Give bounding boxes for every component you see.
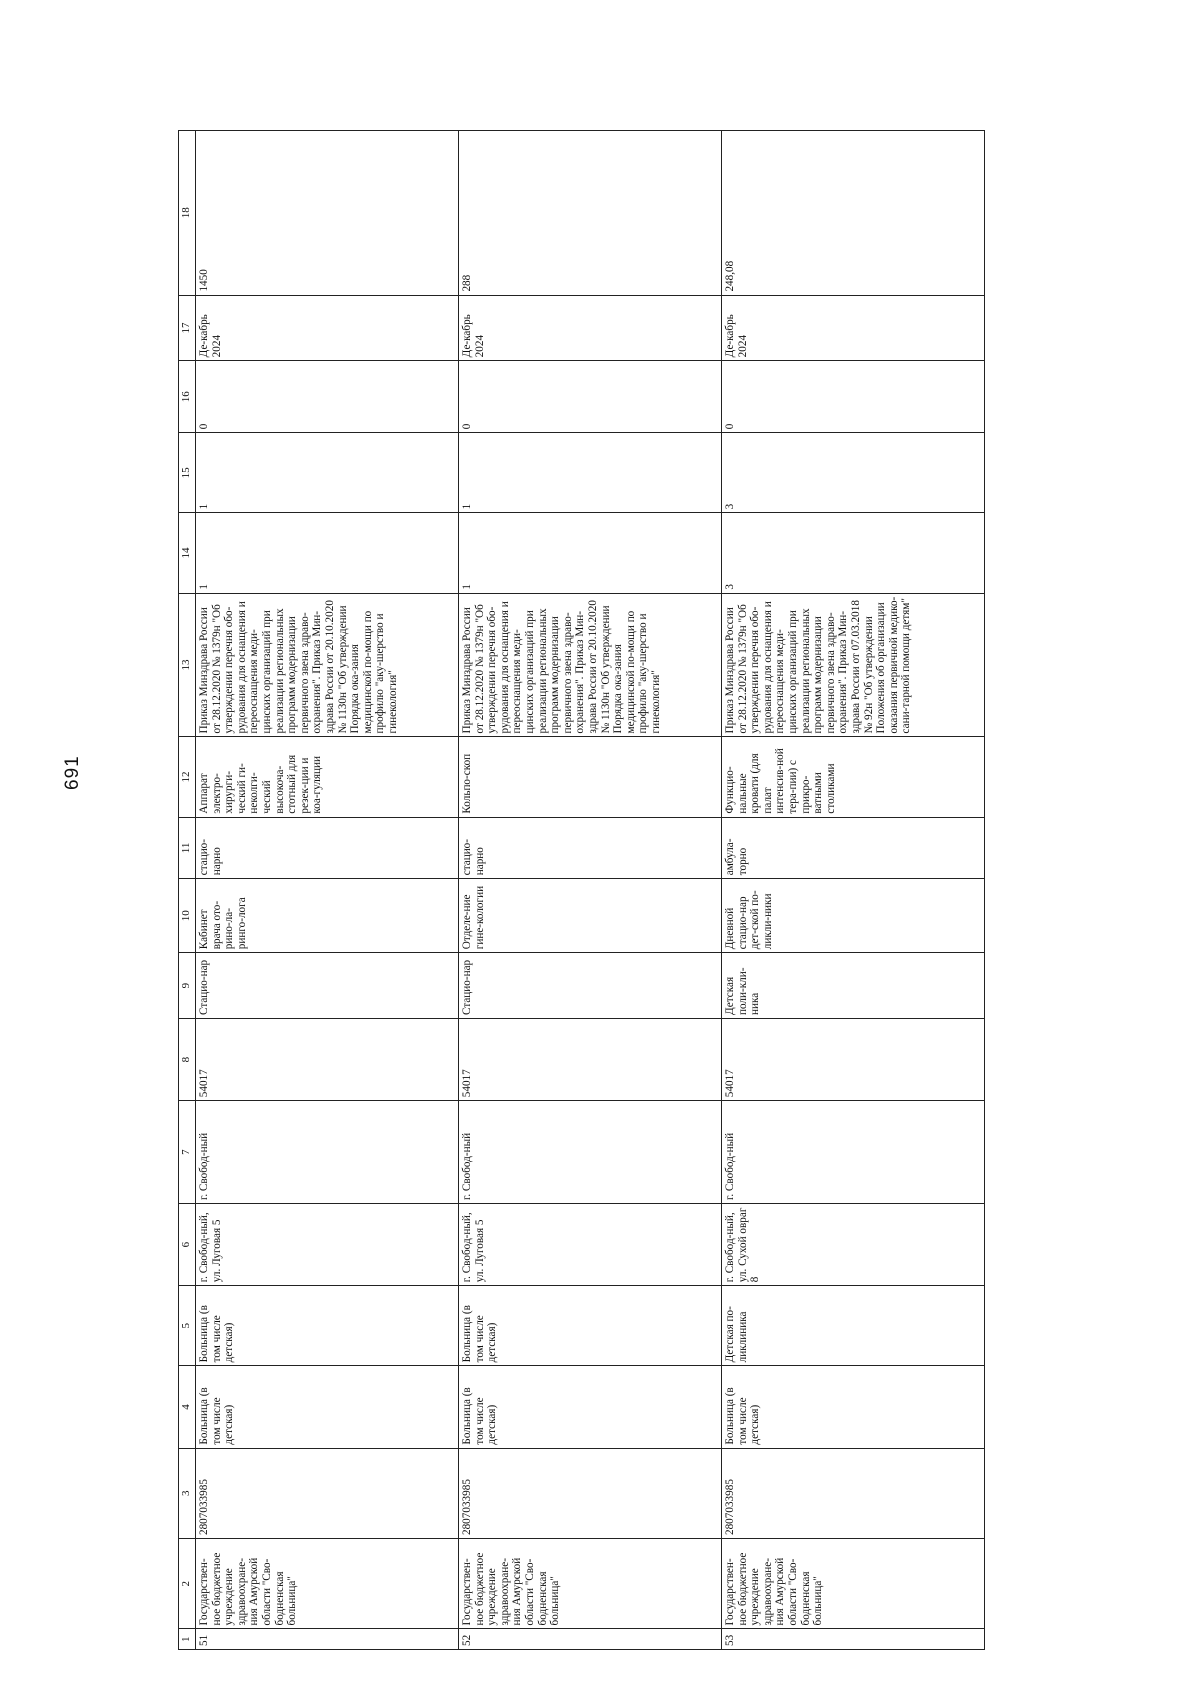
- organization-name: Государствен-ное бюджетное учреждение здравоохране-ния Амурской области "Сво-бодненская больница": [459, 1539, 722, 1629]
- inn: 2807033985: [196, 1448, 459, 1538]
- legal-basis: Приказ Минздрава России от 28.12.2020 № 1379н "Об утверждении перечня обо-рудования для оснащения и переоснащения меди-цинских организаций при реализации региональных программ модернизации первичного звена здраво-охранения". Приказ Мин-здрава России от 20.10.2020 № 1130н "Об утверждении Порядка ока-зания медицинской по-мощи по профилю "аку-шерство и гинекология": [196, 593, 459, 737]
- quantity-planned: 3: [722, 433, 985, 513]
- col-header: 12: [179, 737, 196, 817]
- col-header: 8: [179, 1019, 196, 1101]
- department: Отделе-ние гине-кологии: [459, 879, 722, 953]
- equipment-name: Кольпо-скоп: [459, 737, 722, 817]
- table-row: [459, 131, 722, 1650]
- col-header: 16: [179, 361, 196, 433]
- col-header: 14: [179, 513, 196, 593]
- quantity-planned: 1: [459, 433, 722, 513]
- quantity-required: 1: [196, 513, 459, 593]
- col-header: 11: [179, 817, 196, 879]
- col-header: 15: [179, 433, 196, 513]
- organization-name: Государствен-ное бюджетное учреждение здравоохране-ния Амурской области "Сво-бодненская больница": [196, 1539, 459, 1629]
- department: Кабинет врача ото-рино-ла-ринго-лога: [196, 879, 459, 953]
- quantity-required: 1: [459, 513, 722, 593]
- quantity-available: 0: [196, 361, 459, 433]
- organization-type: Больница (в том числе детская): [196, 1366, 459, 1448]
- quantity-planned: 1: [196, 433, 459, 513]
- table-row: [722, 131, 985, 1650]
- header-row: [179, 131, 196, 1650]
- quantity-available: 0: [722, 361, 985, 433]
- department: Дневной стацио-нар дет-ской по-ликли-ники: [722, 879, 985, 953]
- quantity-available: 0: [459, 361, 722, 433]
- organization-name: Государствен-ное бюджетное учреждение здравоохране-ния Амурской области "Сво-бодненская больница": [722, 1539, 985, 1629]
- equipment-table: [178, 130, 985, 1650]
- col-header: 1: [179, 1629, 196, 1650]
- rotated-table-container: [178, 130, 1038, 1650]
- legal-basis: Приказ Минздрава России от 28.12.2020 № 1379н "Об утверждении перечня обо-рудования для оснащения и переоснащения меди-цинских организаций при реализации региональных программ модернизации первичного звена здраво-охранения". Приказ Мин-здрава России от 20.10.2020 № 1130н "Об утверждении Порядка ока-зания медицинской по-мощи по профилю "аку-шерство и гинекология": [459, 593, 722, 737]
- row-number: 52: [459, 1629, 722, 1650]
- unit-type: Стацио-нар: [459, 953, 722, 1019]
- col-header: 5: [179, 1286, 196, 1366]
- legal-basis: Приказ Минздрава России от 28.12.2020 № 1379н "Об утверждении перечня обо-рудования для оснащения и переоснащения меди-цинских организаций при реализации региональных программ модернизации первичного звена здраво-охранения". Приказ Мин-здрава России от 07.03.2018 № 92н "Об утверждении Положения об организации оказания первичной медико-сани-тарной помощи детям": [722, 593, 985, 737]
- col-header: 2: [179, 1539, 196, 1629]
- care-form: амбула-торно: [722, 817, 985, 879]
- settlement: г. Свобод-ный: [196, 1101, 459, 1204]
- subdivision-type: Больница (в том числе детская): [459, 1286, 722, 1366]
- subdivision-type: Больница (в том числе детская): [196, 1286, 459, 1366]
- address: г. Свобод-ный, ул. Сухой овраг 8: [722, 1203, 985, 1285]
- subdivision-type: Детская по-ликлиника: [722, 1286, 985, 1366]
- settlement: г. Свобод-ный: [459, 1101, 722, 1204]
- page-number: 691: [62, 755, 83, 790]
- col-header: 3: [179, 1448, 196, 1538]
- delivery-date: Де-кабрь 2024: [459, 295, 722, 361]
- row-number: 53: [722, 1629, 985, 1650]
- equipment-name: Аппарат электро-хирурги-ческий ги-неколги-ческий высокоча-стотный для резек-ции и коа-гуляции: [196, 737, 459, 817]
- care-form: стацио-нарно: [196, 817, 459, 879]
- cost: 1450: [196, 131, 459, 296]
- cost: 288: [459, 131, 722, 296]
- organization-type: Больница (в том числе детская): [722, 1366, 985, 1448]
- unit-type: Детская поли-кли-ника: [722, 953, 985, 1019]
- equipment-name: Функцио-нальные кровати (для палат интенсив-ной тера-пии) с прикро-ватными столиками: [722, 737, 985, 817]
- row-number: 51: [196, 1629, 459, 1650]
- address: г. Свобод-ный, ул. Луговая 5: [459, 1203, 722, 1285]
- care-form: стацио-нарно: [459, 817, 722, 879]
- col-header: 4: [179, 1366, 196, 1448]
- inn: 2807033985: [722, 1448, 985, 1538]
- col-header: 6: [179, 1203, 196, 1285]
- organization-type: Больница (в том числе детская): [459, 1366, 722, 1448]
- code: 54017: [196, 1019, 459, 1101]
- code: 54017: [459, 1019, 722, 1101]
- unit-type: Стацио-нар: [196, 953, 459, 1019]
- cost: 248,08: [722, 131, 985, 296]
- col-header: 17: [179, 295, 196, 361]
- col-header: 18: [179, 131, 196, 296]
- table-row: [196, 131, 459, 1650]
- code: 54017: [722, 1019, 985, 1101]
- delivery-date: Де-кабрь 2024: [196, 295, 459, 361]
- col-header: 9: [179, 953, 196, 1019]
- inn: 2807033985: [459, 1448, 722, 1538]
- settlement: г. Свобод-ный: [722, 1101, 985, 1204]
- address: г. Свобод-ный, ул. Луговая 5: [196, 1203, 459, 1285]
- delivery-date: Де-кабрь 2024: [722, 295, 985, 361]
- col-header: 13: [179, 593, 196, 737]
- col-header: 7: [179, 1101, 196, 1204]
- col-header: 10: [179, 879, 196, 953]
- quantity-required: 3: [722, 513, 985, 593]
